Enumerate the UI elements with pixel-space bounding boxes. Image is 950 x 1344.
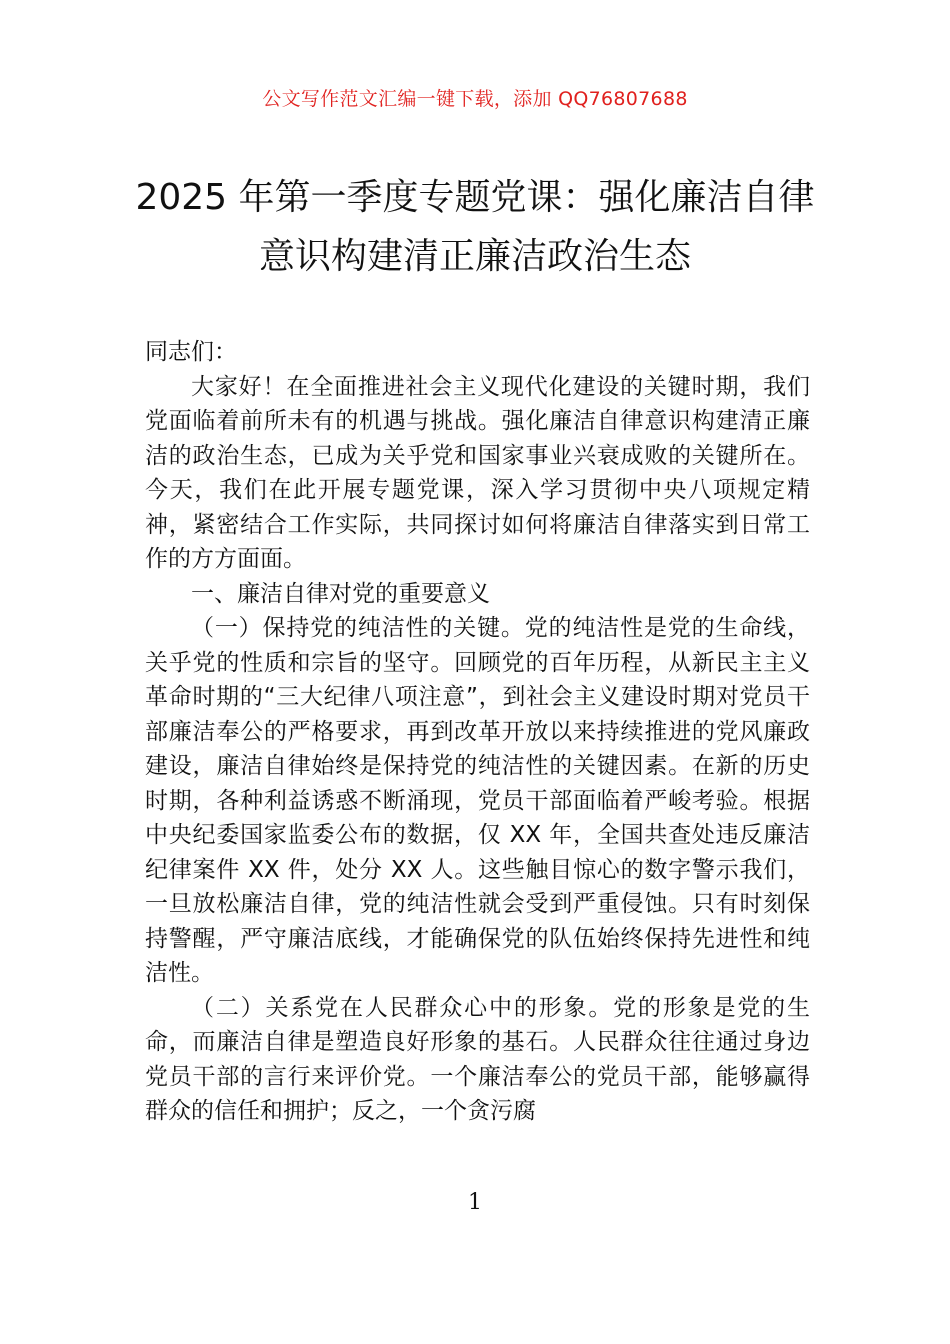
section-heading-1: 一、廉洁自律对党的重要意义: [191, 580, 490, 607]
paragraph-section-1-2: （二）关系党在人民群众心中的形象。党的形象是党的生命，而廉洁自律是塑造良好形象的基石。人民群众往往通过身边党员干部的言行来评价党。一个廉洁奉公的党员干部，能够赢得群众的信任和拥护；反之，一个贪污腐: [145, 994, 810, 1124]
document-body: [145, 335, 810, 1129]
paragraph-opening: 大家好！在全面推进社会主义现代化建设的关键时期，我们党面临着前所未有的机遇与挑战。强化廉洁自律意识构建清正廉洁的政治生态，已成为关乎党和国家事业兴衰成败的关键所在。今天，我们在此开展专题党课，深入学习贯彻中央八项规定精神，紧密结合工作实际，共同探讨如何将廉洁自律落实到日常工作的方方面面。: [145, 373, 810, 572]
title-line-1: 2025 年第一季度专题党课：强化廉洁自律: [135, 177, 815, 218]
page-number: 1: [468, 1190, 482, 1215]
download-notice: 公文写作范文汇编一键下载，添加 QQ76807688: [262, 88, 688, 110]
salutation: 同志们：: [145, 339, 237, 365]
title-line-2: 意识构建清正廉洁政治生态: [258, 236, 691, 277]
paragraph-section-1-1: （一）保持党的纯洁性的关键。党的纯洁性是党的生命线，关乎党的性质和宗旨的坚守。回顾党的百年历程，从新民主主义革命时期的“三大纪律八项注意”，到社会主义建设时期对党员干部廉洁奉公的严格要求，再到改革开放以来持续推进的党风廉政建设，廉洁自律始终是保持党的纯洁性的关键因素。在新的历史时期，各种利益诱惑不断涌现，党员干部面临着严峻考验。根据中央纪委国家监委公布的数据，仅 XX 年，全国共查处违反廉洁纪律案件 XX 件，处分 XX 人。这些触目惊心的数字警示我们，一旦放松廉洁自律，党的纯洁性就会受到严重侵蚀。只有时刻保持警醒，严守廉洁底线，才能确保党的队伍始终保持先进性和纯洁性。: [145, 615, 810, 986]
document-title: [100, 168, 850, 286]
